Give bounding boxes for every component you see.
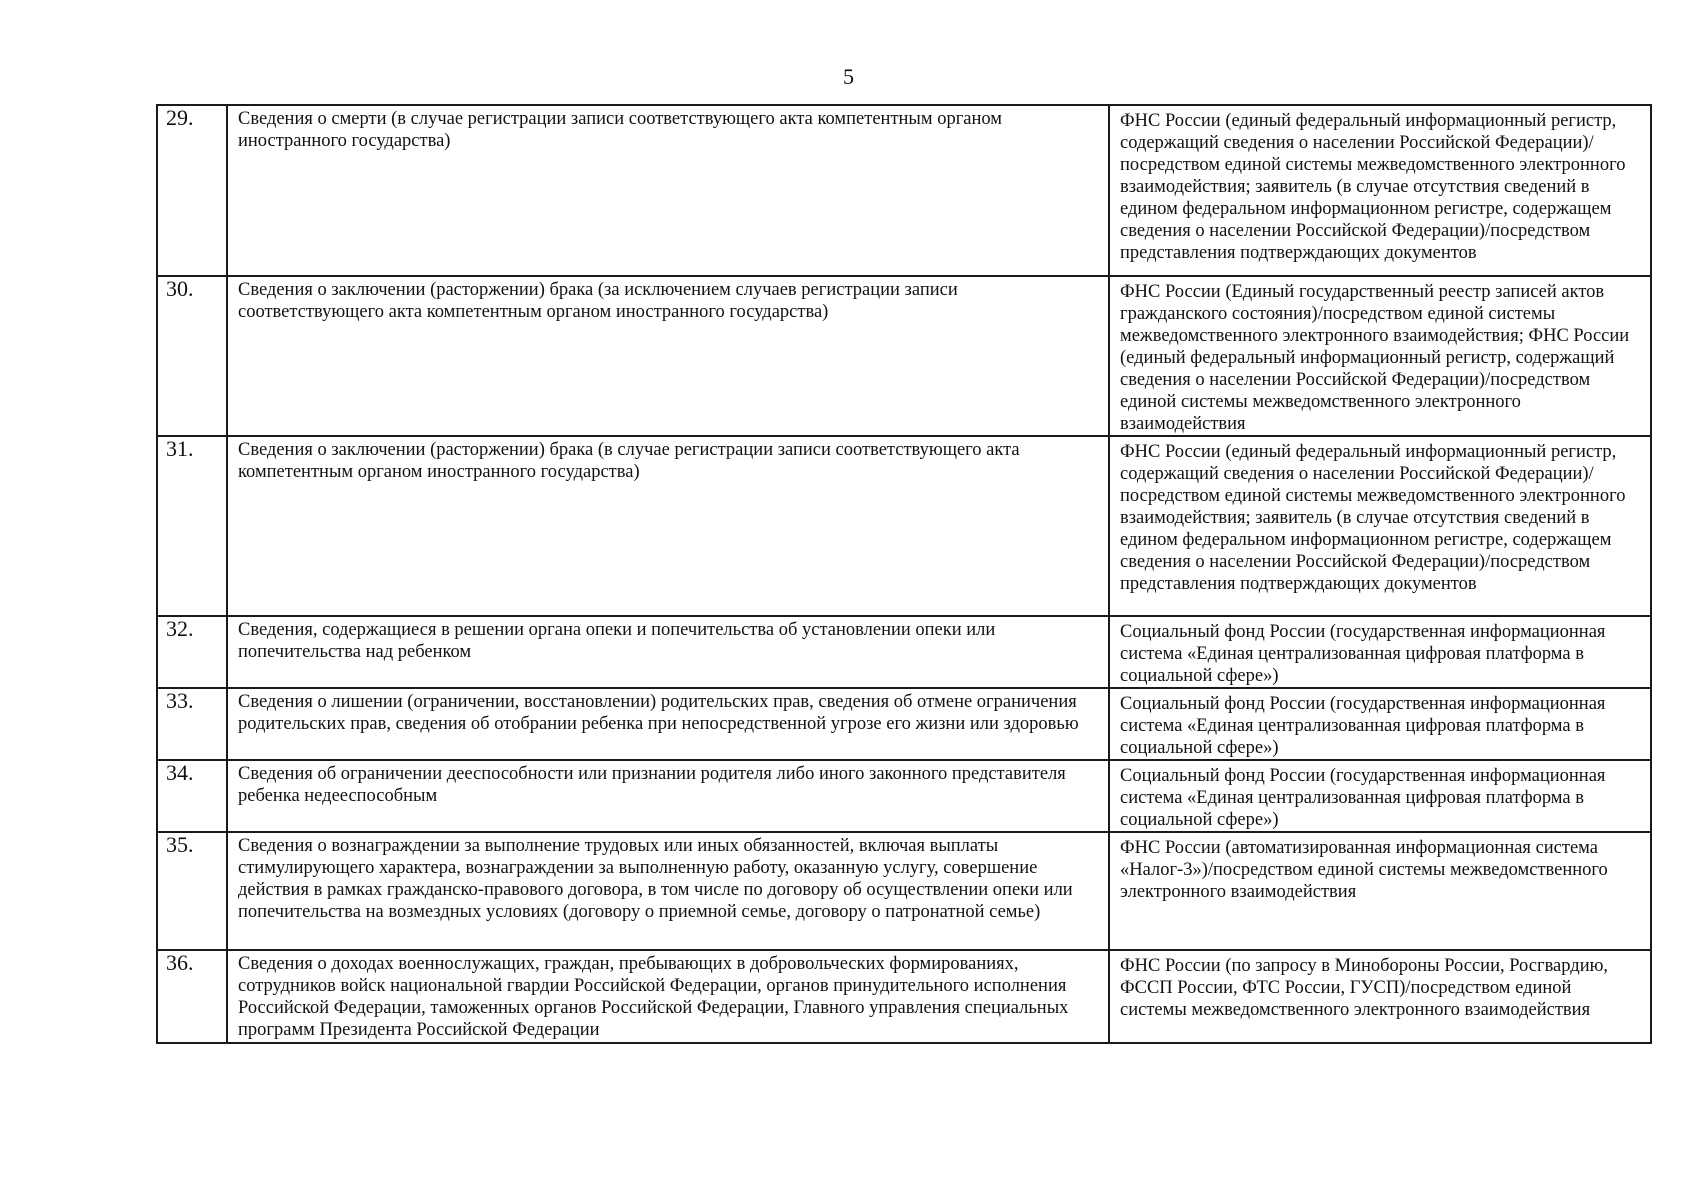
table-row <box>157 276 1651 436</box>
row-number: 36. <box>157 950 227 1043</box>
table-row <box>157 616 1651 688</box>
row-number: 32. <box>157 616 227 688</box>
information-type: Сведения о заключении (расторжении) брака (в случае регистрации записи соответствующего акта компетентным органом иностранного государства) <box>227 436 1109 616</box>
table-row <box>157 760 1651 832</box>
information-source <box>1109 950 1651 1043</box>
row-number: 34. <box>157 760 227 832</box>
information-source-text: Социальный фонд России (государственная информационная система «Единая централизованная цифровая платформа в социальной сфере») <box>1120 622 1606 686</box>
information-source <box>1109 105 1651 276</box>
information-type: Сведения о вознаграждении за выполнение трудовых или иных обязанностей, включая выплаты стимулирующего характера, вознаграждении за выполненную работу, оказанную услугу, совершение действия в рамках гражданско-правового договора, в том числе по договору об осуществлении опеки или попечительства на возмездных условиях (договору о приемной семье, договору о патронатной семье) <box>227 832 1109 950</box>
information-source-text: Социальный фонд России (государственная информационная система «Единая централизованная цифровая платформа в социальной сфере») <box>1120 766 1606 830</box>
row-number: 31. <box>157 436 227 616</box>
information-source-text: ФНС России (Единый государственный реестр записей актов гражданского состояния)/посредством единой системы межведомственного электронного взаимодействия; ФНС России (единый федеральный информационный регистр, содержащий сведения о населении Российской Федерации)/посредством единой системы межведомственного электронного взаимодействия <box>1120 282 1630 434</box>
information-type: Сведения об ограничении дееспособности или признании родителя либо иного законного представителя ребенка недееспособным <box>227 760 1109 832</box>
row-number: 30. <box>157 276 227 436</box>
row-number: 29. <box>157 105 227 276</box>
row-number: 33. <box>157 688 227 760</box>
information-type: Сведения, содержащиеся в решении органа опеки и попечительства об установлении опеки или попечительства над ребенком <box>227 616 1109 688</box>
table-row <box>157 688 1651 760</box>
information-source <box>1109 688 1651 760</box>
information-source-text: ФНС России (единый федеральный информационный регистр, содержащий сведения о населении Российской Федерации)/посредством единой системы межведомственного электронного взаимодействия; заявитель (в случае отсутствия сведений в едином федеральном информационном регистре, содержащем сведения о населении Российской Федерации)/посредством представления подтверждающих документов <box>1120 111 1626 263</box>
information-type: Сведения о заключении (расторжении) брака (за исключением случаев регистрации записи соответствующего акта компетентным органом иностранного государства) <box>227 276 1109 436</box>
information-source <box>1109 276 1651 436</box>
information-source <box>1109 436 1651 616</box>
row-number: 35. <box>157 832 227 950</box>
information-source <box>1109 832 1651 950</box>
information-type: Сведения о смерти (в случае регистрации записи соответствующего акта компетентным органом иностранного государства) <box>227 105 1109 276</box>
table-row <box>157 950 1651 1043</box>
table-row <box>157 832 1651 950</box>
table-row <box>157 436 1651 616</box>
information-source <box>1109 616 1651 688</box>
information-source <box>1109 760 1651 832</box>
data-sources-table <box>156 104 1652 1044</box>
information-source-text: ФНС России (автоматизированная информационная система «Налог-3»)/посредством единой системы межведомственного электронного взаимодействия <box>1120 838 1608 902</box>
table-row <box>157 105 1651 276</box>
information-source-text: ФНС России (единый федеральный информационный регистр, содержащий сведения о населении Российской Федерации)/посредством единой системы межведомственного электронного взаимодействия; заявитель (в случае отсутствия сведений в едином федеральном информационном регистре, содержащем сведения о населении Российской Федерации)/посредством представления подтверждающих документов <box>1120 442 1626 594</box>
information-source-text: Социальный фонд России (государственная информационная система «Единая централизованная цифровая платформа в социальной сфере») <box>1120 694 1606 758</box>
page-number: 5 <box>843 64 854 89</box>
information-type: Сведения о доходах военнослужащих, граждан, пребывающих в добровольческих формированиях, сотрудников войск национальной гвардии Российской Федерации, органов принудительного исполнения Российской Федерации, таможенных органов Российской Федерации, Главного управления специальных программ Президента Российской Федерации <box>227 950 1109 1043</box>
information-type: Сведения о лишении (ограничении, восстановлении) родительских прав, сведения об отмене ограничения родительских прав, сведения об отобрании ребенка при непосредственной угрозе его жизни или здоровью <box>227 688 1109 760</box>
information-source-text: ФНС России (по запросу в Минобороны России, Росгвардию, ФССП России, ФТС России, ГУСП)/посредством единой системы межведомственного электронного взаимодействия <box>1120 956 1609 1020</box>
